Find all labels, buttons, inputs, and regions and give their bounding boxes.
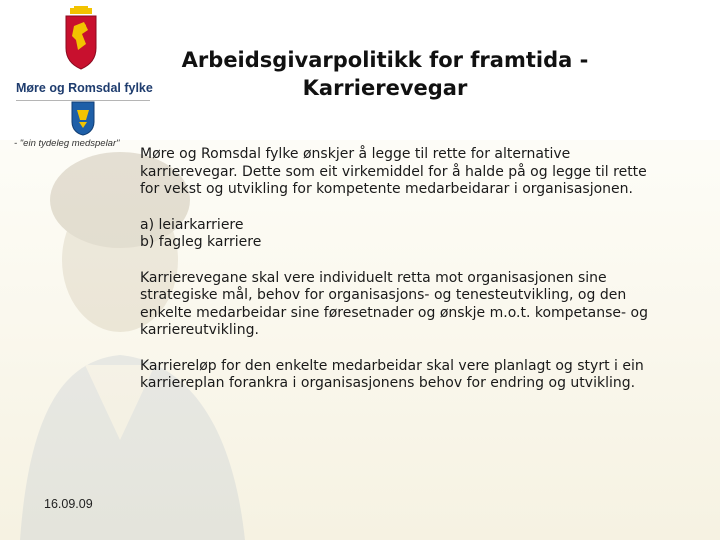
tagline: - "ein tydeleg medspelar"	[14, 138, 120, 149]
organisation-name: Møre og Romsdal fylke	[16, 81, 153, 95]
slide-title	[150, 46, 620, 102]
body-paragraph-intro: Møre og Romsdal fylke ønskjer å legge til rette for alternative karrierevegar. Dette som eit virkemiddel for å halde på og legge til rette for vekst og utvikling for kompetente medarbeidarar i organisasjonen.	[140, 146, 647, 197]
slide-body	[140, 146, 660, 411]
body-paragraph-career-plan: Karriereløp for den enkelte medarbeidar skal vere planlagt og styrt i ein karriereplan forankra i organisasjonens behov for endring og utvikling.	[140, 357, 644, 391]
career-type-list	[140, 217, 660, 252]
slide-date: 16.09.09	[44, 497, 93, 511]
slide-title-line-2: Karrierevegar	[302, 76, 468, 100]
coat-of-arms-red-icon	[62, 6, 100, 70]
list-item-leader-career: a) leiarkarriere	[140, 216, 244, 233]
coat-of-arms-blue-icon	[70, 100, 96, 136]
slide-title-line-1: Arbeidsgivarpolitikk for framtida -	[181, 48, 589, 72]
body-paragraph-individual: Karrierevegane skal vere individuelt retta mot organisasjonen sine strategiske mål, behov for organisasjons- og tenesteutvikling, og den enkelte medarbeidar sine føresetnader og ønskje m.o.t. kompetanse- og karriereutvikling.	[140, 269, 648, 338]
list-item-professional-career: b) fagleg karriere	[140, 234, 262, 250]
organisation-logo	[10, 2, 153, 137]
